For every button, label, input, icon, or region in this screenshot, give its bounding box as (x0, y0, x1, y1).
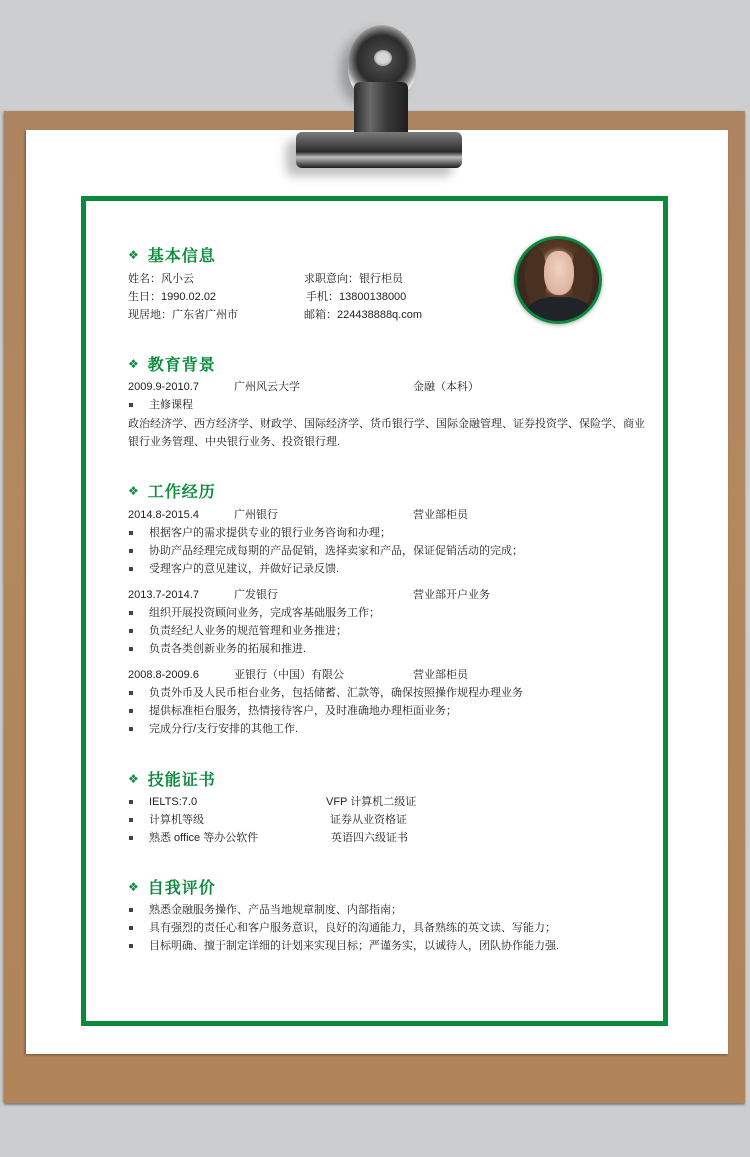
education-school: 广州风云大学 (234, 381, 300, 393)
square-bullet-icon (129, 818, 133, 822)
work-position: 营业部柜员 (413, 509, 468, 521)
education-courses-line: 政治经济学、西方经济学、财政学、国际经济学、货币银行学、国际金融管理、证券投资学、保险学、商业 (128, 418, 645, 430)
square-bullet-icon (129, 611, 133, 615)
square-bullet-icon (129, 908, 133, 912)
section-title-text: 教育背景 (147, 357, 216, 374)
diamond-bullet-icon: ❖ (128, 247, 139, 262)
info-value: 风小云 (161, 273, 194, 285)
square-bullet-icon (129, 403, 133, 407)
square-bullet-icon (129, 567, 133, 571)
section-title-text: 技能证书 (147, 772, 216, 789)
info-name (128, 272, 194, 286)
certificate-item: VFP 计算机二级证 (326, 796, 417, 808)
resume-content: ❖ 基本信息 姓名：风小云 生日：1990.02.02 现居地：广东省广州市 求职意向：银行柜员 手机：13800138000 邮箱：224438888q.com ❖ 教育背景 2009.9-2010.7 广州风云大学 金融（本科） 主修课程 政治经济学、西方经济学、财政学、国际经济学、货币银行学、国际金融管理、证券投资学、保险学、商业 银行业务管理、中央银行业务、投资银行理. ❖ 工作经历 2014.8-2015.4 广州银行 营业部柜员 根据客户的需求提供专业的银行业务咨询和办理； 协助产品经理完成每期的产品促销，选择卖家和产品，保证促销活动的完成； 受理客户的意见建议，并做好记录反馈. 2013.7-2014.7 广发银行 营业部开户业务 组织开展投资顾问业务，完成客基础服务工作； 负责经纪人业务的规范管理和业务推进； 负责各类创新业务的拓展和推进. 2008.8-2009.6 亚银行（中国）有限公 营业部柜员 负责外币及人民币柜台业务，包括储蓄、汇款等，确保按照操作规程办理业务 提供标准柜台服务，热情接待客户，及时准确地办理柜面业务； 完成分行/支行安排的其他工作. ❖ 技能证书 IELTS:7.0 计算机等级 熟悉 office 等办公软件 VFP 计算机二级证 证券从业资格证 英语四六级证书 ❖ 自我评价 熟悉金融服务操作、产品当地规章制度、内部指南； 具有强烈的责任心和客户服务意识，良好的沟通能力，具备熟练的英文读、写能力； 目标明确、擅于制定详细的计划来实现目标；严谨务实，以诚待人，团队协作能力强. (0, 0, 750, 1157)
square-bullet-icon (129, 691, 133, 695)
work-date: 2013.7-2014.7 (128, 589, 199, 601)
education-date: 2009.9-2010.7 (128, 381, 199, 393)
section-title-skills (128, 767, 216, 790)
section-title-text: 工作经历 (147, 484, 216, 501)
info-label: 邮箱： (304, 309, 337, 321)
square-bullet-icon (129, 926, 133, 930)
section-title-work (128, 479, 216, 502)
info-job-intention (304, 272, 403, 286)
work-company: 广发银行 (234, 589, 278, 601)
education-major: 金融（本科） (413, 381, 479, 393)
work-company: 亚银行（中国）有限公 (234, 669, 344, 681)
info-label: 求职意向： (304, 273, 359, 285)
work-date: 2014.8-2015.4 (128, 509, 199, 521)
work-company: 广州银行 (234, 509, 278, 521)
info-phone (306, 290, 406, 304)
info-label: 生日： (128, 291, 161, 303)
info-birthday (128, 290, 216, 304)
section-title-self-evaluation (128, 875, 216, 898)
square-bullet-icon (129, 800, 133, 804)
diamond-bullet-icon: ❖ (128, 356, 139, 371)
diamond-bullet-icon: ❖ (128, 879, 139, 894)
section-title-text: 自我评价 (147, 880, 216, 897)
square-bullet-icon (129, 629, 133, 633)
work-position: 营业部柜员 (413, 669, 468, 681)
square-bullet-icon (129, 531, 133, 535)
info-value[interactable]: 13800138000 (339, 291, 407, 303)
work-date: 2008.8-2009.6 (128, 669, 199, 681)
education-courses-line: 银行业务管理、中央银行业务、投资银行理. (128, 436, 341, 448)
info-value: 1990.02.02 (161, 291, 217, 303)
diamond-bullet-icon: ❖ (128, 771, 139, 786)
info-value: 广东省广州市 (172, 309, 238, 321)
info-residence (128, 308, 238, 322)
info-label: 手机： (306, 291, 339, 303)
info-email (304, 308, 422, 322)
square-bullet-icon (129, 709, 133, 713)
certificate-item: 英语四六级证书 (331, 832, 408, 844)
avatar (514, 236, 602, 324)
info-value[interactable]: 224438888q.com (337, 309, 423, 321)
square-bullet-icon (129, 944, 133, 948)
square-bullet-icon (129, 549, 133, 553)
square-bullet-icon (129, 727, 133, 731)
certificate-item: 证券从业资格证 (330, 814, 407, 826)
info-label: 姓名： (128, 273, 161, 285)
work-position: 营业部开户业务 (413, 589, 490, 601)
section-title-education (128, 352, 216, 375)
square-bullet-icon (129, 647, 133, 651)
square-bullet-icon (129, 836, 133, 840)
info-value: 银行柜员 (359, 273, 403, 285)
section-title-text: 基本信息 (147, 248, 216, 265)
section-title-basic-info (128, 243, 216, 266)
info-label: 现居地： (128, 309, 172, 321)
diamond-bullet-icon: ❖ (128, 483, 139, 498)
